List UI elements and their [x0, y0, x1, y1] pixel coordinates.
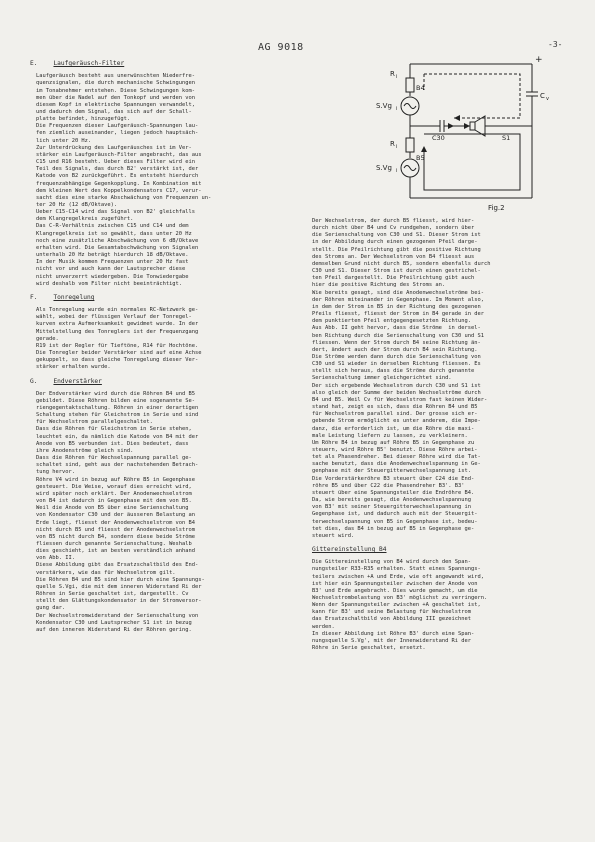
section-title: Endverstärker	[53, 377, 102, 385]
circuit-diagram	[352, 56, 552, 214]
section-letter: E.	[30, 60, 38, 67]
left-column	[30, 60, 305, 640]
figure-caption: Fig.2	[488, 204, 505, 212]
plus-label: +	[535, 56, 543, 65]
page-header: AG 9018	[258, 42, 304, 53]
c30-label: C30	[432, 134, 445, 142]
ri-bottom-sub: i	[396, 144, 398, 150]
svg-top-label: S.Vg	[376, 102, 392, 110]
ri-top-sub: i	[396, 74, 398, 80]
section-heading-f	[30, 294, 305, 302]
svg-top-sub: i	[396, 106, 398, 112]
paragraph: Als Tonregelung wurde ein normales RC-Netzwerk ge- wählt, wobei der flüssigen Verlauf der Tonregel- kurven extra Aufmerksamkeit gewidmet wurde. In der Mittelstellung des Tonreglers ist der Frequenzgang gerade. R19 ist der Regler für Tieftöne, R14 für Hochtöne. Die Tonregler beider Verstärker sind auf eine Achse gekuppelt, so dass gleiche Tonregelung dieser Ver- stärker erhalten wurde.	[36, 307, 202, 371]
speaker-s1	[470, 122, 475, 130]
b5-label: B5	[416, 154, 425, 162]
section-title: Tonregelung	[53, 293, 95, 301]
section-heading-gittereinstellung	[312, 546, 574, 554]
ri-top-label: R	[390, 70, 395, 78]
cv-label: C	[540, 92, 545, 100]
paragraph: Der Endverstärker wird durch die Röhren B4 und B5 gebildet. Diese Röhren bilden eine sogenannte Se- riengegentaktschaltung. Röhren in einer derartigen Schaltung stehen für Gleichstrom in Serie und sind für Wechselstrom parallelgeschaltet. Dass die Röhren für Gleichstrom in Serie stehen, leuchtet ein, da nämlich die Katode von B4 mit der Anode von B5 verbunden ist. Dies bedeutet, dass ihre Anodenströme gleich sind. Dass die Röhren für Wechselspannung parallel ge- schaltet sind, geht aus der nachstehenden Betrach- tung hervor. Röhre V4 wird in bezug auf Röhre B5 in Gegenphase gesteuert. Die Weise, worauf dies erreicht wird, wird später noch erklärt. Der Anodenwechselstrom von B4 ist dadurch in Gegenphase mit dem von B5. Weil die Anode von B5 über eine Serienschaltung von Kondensator C30 und der äusseren Belastung an Erde liegt, fliesst der Anodenwechselstrom von B4 nicht durch B5 und fliesst der Anodenwechselstrom von B5 nicht durch B4, sondern diese beide Ströme fliessen durch genannte Serienschaltung. Weshalb dies geschieht, ist an besten verständlich anhand von Abb. II. Diese Abbildung gibt das Ersatzschaltbild des End- verstärkers, wie das für Wechselstrom gilt. Die Röhren B4 und B5 sind hier durch eine Spannungs- quelle S.Vgi, die mit dem inneren Widerstand Ri der Röhren in Serie geschaltet ist, dargestellt. Cv stellt den Glättungskondensator in der Stromversor- gung dar. Der Wechselstromwiderstand der Serienschaltung von Kondensator C30 und Lautsprecher S1 ist in bezug auf den inneren Widerstand Ri der Röhren gering.	[36, 390, 205, 633]
section-letter: G.	[30, 377, 38, 385]
s1-label: S1	[502, 134, 511, 142]
resistor-ri-top	[406, 78, 414, 92]
cv-sub: v	[546, 96, 549, 102]
section-heading-g	[30, 378, 305, 386]
svg-bottom-label: S.Vg	[376, 164, 392, 172]
paragraph: Laufgeräusch besteht aus unerwünschten Niederfre- quenzsignalen, die durch mechanische Schwingungen im Tonabnehmer entstehen. Diese Schwingungen kom- men über die Nadel auf den Tonkopf und werden von diesem Kopf in elektrische Spannungen verwandelt, und dadurch dem Signal, das sich auf der Schall- platte befindet, hinzugefügt. Die Frequenzen dieser Laufgeräusch-Spannungen lau- fen ziemlich auseinander, liegen jedoch hauptsäch- lich unter 20 Hz. Zur Unterdrückung des Laufgeräusches ist im Ver- stärker ein Laufgeräusch-Filter angebracht, das aus C15 und R16 besteht. Ueber dieses Filter wird ein Teil des Signals, das durch B2' verstärkt ist, der Katode von B2 zurückgeführt. Es entsteht hierdurch frequenzabhängige Gegenkopplung. In Kombination mit dem kleinen Wert des Koppelkondensators C17, verur- sacht dies eine starke Abschwächung von Frequenzen un- ter 20 Hz (12 dB/Oktave). Ueber C15-C14 wird das Signal von B2' gleichfalls dem Klangregelkreis zugeführt. Das C-R-Verhältnis zwischen C15 und C14 und dem Klangregelkreis ist so gewählt, dass unter 20 Hz noch eine zusätzliche Abschwächung von 6 dB/Oktave erhalten wird. Die Gesamtabschwächung von Signalen unterhalb 20 Hz beträgt hierdurch 18 dB/Oktave. In der Musik kommen Frequenzen unter 20 Hz fast nicht vor und auch kann der Lautsprecher diese nicht unverzerrt wiedergeben. Die Tonwiedergabe wird deshalb vom Filter nicht beeinträchtigt.	[36, 73, 212, 287]
section-heading-e	[30, 60, 305, 68]
paragraph: Der Wechselstrom, der durch B5 fliesst, wird hier- durch nicht über B4 und Cv rundgehen, sondern über die Serienschaltung von C30 und S1. Dieser Strom ist in der Abbildung durch einen gezogenen Pfeil darge- stellt. Die Pfeilrichtung gibt die positive Richtung des Stroms an. Der Wechselstrom von B4 fliesst aus demselben Grund nicht durch B5, sondern ebenfalls durch C30 und S1. Dieser Strom ist durch einen gestrichel- ten Pfeil dargestellt. Die Pfeilrichtung gibt auch hier die positive Richtung des Stroms an. Wie bereits gesagt, sind die Anodenwechselströme bei- der Röhren miteinander in Gegenphase. Im Moment also, in dem der Strom in B5 in der Richtung des gezogenen Pfeils fliesst, fliesst der Strom in B4 gerade in der dem punktierten Pfeil entgegengesetzten Richtung. Aus Abb. II geht hervor, dass die Ströme in dersel- ben Richtung durch die Serienschaltung von C30 und S1 fliessen. Wenn der Strom durch B4 seine Richtung än- dert, ändert auch der Strom durch B4 sein Richtung. Die Ströme werden dann durch die Serienschaltung von C30 und S1 wieder in derselben Richtung fliessen. Es stellt sich heraus, dass die Ströme durch genannte Serienschaltung immer gleichgerichtet sind. Der sich ergebende Wechselstrom durch C30 und S1 ist also gleich der Summe der beiden Wechselströme durch B4 und B5. Weil Cv für Wechselstrom fast keinen Wider- stand hat, zeigt es sich, dass die Röhren B4 und B5 für Wechselstrom parallel sind. Der grosse sich er- gebende Strom ermöglicht es unter anderem, die Impe- danz, die erforderlich ist, um die Röhre die maxi- male Leistung liefern zu lassen, zu verkleinern. Um Röhre B4 in bezug auf Röhre B5 in Gegenphase zu steuern, wird Röhre B5' benutzt. Diese Röhre arbei- tet als Phasendreher. Bei dieser Röhre wird die Tat- sache benutzt, dass die Anodenwechselspannung in Ge- genphase mit der Steuergitterwechselspannung ist. Die Vorderstärkeröhre B3 steuert über C24 die End- röhre B5 und über C22 die Phasendreher B3'. B3' steuert über eine Spannungsteiler die Endröhre B4. Da, wie bereits gesagt, die Anodenwechselspannung von B3' mit seiner Steuergitterwechselspannung in Gegenphase ist, und dadurch auch mit der Steuergit- terwechselspannung von B5 in Gegenphase ist, bedeu- tet dies, das B4 in bezug auf B5 in Gegenphase ge- steuert wird.	[312, 218, 491, 539]
svg-bottom-sub: i	[396, 168, 398, 174]
right-column	[312, 218, 574, 657]
page-number: -3-	[548, 40, 563, 49]
b4-label: B4	[416, 84, 425, 92]
section-title: Laufgeräusch-Filter	[53, 60, 125, 67]
section-title: Gittereinstellung B4	[312, 546, 387, 554]
ri-bottom-label: R	[390, 140, 395, 148]
resistor-ri-bottom	[406, 138, 414, 152]
section-letter: F.	[30, 293, 38, 301]
paragraph: Die Gittereinstellung von B4 wird durch den Span- nungsteiler R33-R35 erhalten. Statt eines Spannungs- teilers zwischen +A und Erde, wie oft angewandt wird, ist hier ein Spannungsteiler zwischen der Anode von B3' und Erde angebracht. Dies wurde gemacht, um die Wechselstrombelastung von B3' möglichst zu verringern. Wenn der Spannungsteiler zwischen +A geschaltet ist, kann für B3' und seine Belastung für Wechselstrom das Ersatzschaltbild von Abbildung III gezeichnet werden. In dieser Abbildung ist Röhre B3' durch eine Span- nungsquelle S.Vg', mit der Innenwiderstand Ri der Röhre in Serie geschaltet, ersetzt.	[312, 559, 488, 652]
